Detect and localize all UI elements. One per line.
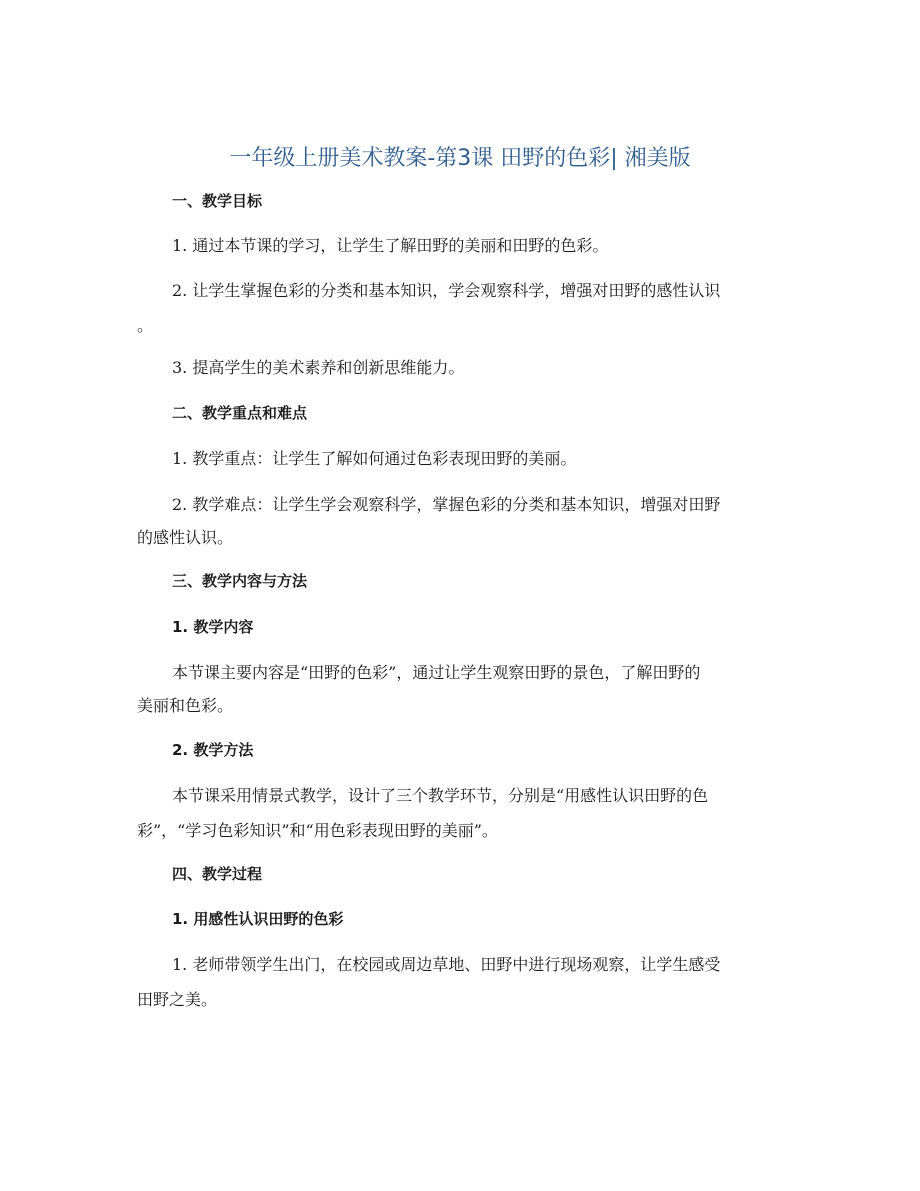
paragraph-continuation: 的感性认识。 [137, 528, 234, 547]
subheading-content: 1. 教学内容 [172, 618, 254, 636]
section-heading-process: 四、教学过程 [172, 865, 263, 883]
section-heading-objectives: 一、教学目标 [172, 192, 263, 210]
subheading-perception: 1. 用感性认识田野的色彩 [172, 910, 344, 928]
paragraph: 1. 教学重点：让学生了解如何通过色彩表现田野的美丽。 [172, 449, 577, 468]
paragraph-continuation: 。 [137, 316, 154, 335]
paragraph: 1. 老师带领学生出门，在校园或周边草地、田野中进行现场观察，让学生感受 [172, 955, 721, 974]
section-heading-key-points: 二、教学重点和难点 [172, 404, 308, 422]
paragraph: 2. 教学难点：让学生学会观察科学，掌握色彩的分类和基本知识，增强对田野 [172, 495, 721, 514]
subheading-methods: 2. 教学方法 [172, 741, 254, 759]
paragraph: 3. 提高学生的美术素养和创新思维能力。 [172, 358, 465, 377]
paragraph: 2. 让学生掌握色彩的分类和基本知识，学会观察科学，增强对田野的感性认识 [172, 281, 721, 300]
paragraph: 本节课主要内容是“田野的色彩”，通过让学生观察田野的景色，了解田野的 [172, 663, 701, 682]
document-title: 一年级上册美术教案-第3课 田野的色彩| 湘美版 [229, 146, 691, 171]
paragraph: 本节课采用情景式教学，设计了三个教学环节，分别是“用感性认识田野的色 [172, 786, 709, 805]
section-heading-content-methods: 三、教学内容与方法 [172, 572, 308, 590]
paragraph: 1. 通过本节课的学习，让学生了解田野的美丽和田野的色彩。 [172, 236, 609, 255]
paragraph-continuation: 田野之美。 [137, 990, 218, 1009]
paragraph-continuation: 美丽和色彩。 [137, 696, 234, 715]
paragraph-continuation: 彩”，“学习色彩知识”和“用色彩表现田野的美丽”。 [137, 821, 498, 840]
